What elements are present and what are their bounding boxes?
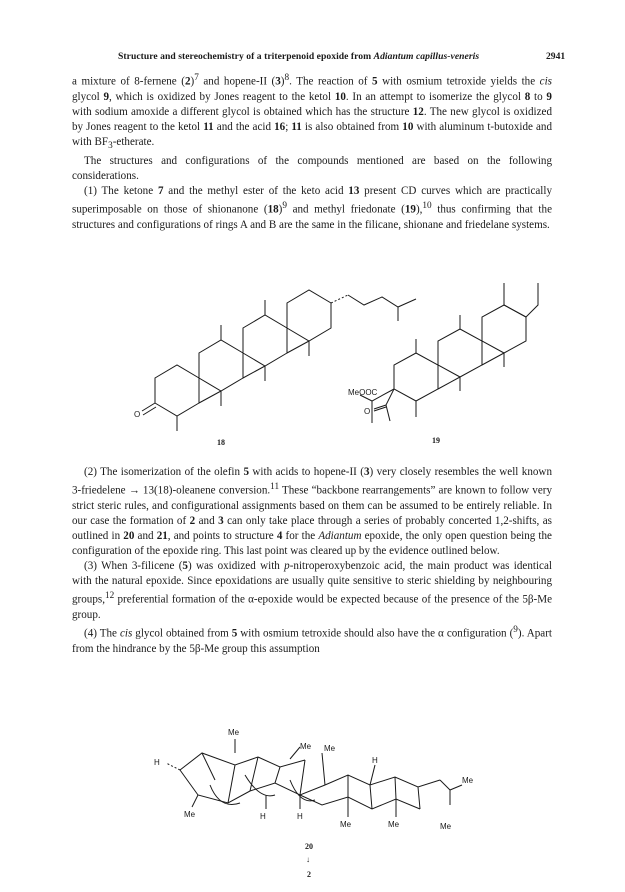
label-me-low-2: Me <box>388 820 400 829</box>
label-me-low-3: Me <box>440 822 452 831</box>
text-block-top <box>72 71 552 233</box>
structure-19-oxygen: O <box>364 407 371 416</box>
structure-19-ester-label: MeOOC <box>348 388 378 397</box>
structure-20-number: 20 <box>305 842 313 851</box>
structure-20 <box>166 739 462 817</box>
running-title: Structure and stereochemistry of a triterpenoid epoxide from Adiantum capillus-veneris <box>118 51 480 62</box>
structures-18-19-figure <box>120 283 540 453</box>
paragraph-point-4: (4) The cis glycol obtained from 5 with osmium tetroxide should also have the α configuration ($^9$). Apart from the hindrance by the 5β-Me group this assumption <box>72 624 552 655</box>
paragraph-point-1: (1) The ketone 7 and the methyl ester of the keto acid 13 present CD curves which are practically superimposable on those of shionanone $(18)^9$ and methyl friedonate (19),$^{10}$ thus confirming that the structures and configurations of rings A and B are the same in the filicane, shionane and friedelane systems. <box>72 185 553 232</box>
structure-2-number: 2 <box>307 870 311 879</box>
paragraph-considerations: The structures and configurations of the compounds mentioned are based on the following considerations. <box>72 155 552 183</box>
text-block-bottom <box>72 465 552 657</box>
label-me-top: Me <box>228 728 240 737</box>
structure-19 <box>360 283 538 423</box>
label-me-far: Me <box>462 776 474 785</box>
paragraph-point-2: (2) The isomerization of the olefin 5 with acids to hopene-II (3) very closely resembles the well known 3-friedelene → 13(18)-oleanene conversion.$^{11}$ These “backbone rearrangements” are known to follow very strict steric rules, and configurational assignments based on them can be assumed to be entirely reliable. In our case the formation of 2 and 3 can only take place through a series of probably concerted 1,2-shifts, as outlined in 20 and 21, and points to structure 4 for the Adiantum epoxide, the only open question being the configuration of the epoxide ring. This last point was cleared up by the evidence outlined below. <box>72 466 553 557</box>
label-h-low-1: H <box>260 812 266 821</box>
page-header <box>0 51 625 65</box>
paragraph-point-3: (3) When 3-filicene (5) was oxidized with p-nitroperoxybenzoic acid, the main product was identical with the natural epoxide. Since epoxidations are usually quite sensitive to steric shielding by neighbouring groups,$^{12}$ preferential formation of the α-epoxide would be expected because of the presence of the 5β-Me group. <box>72 559 552 621</box>
page-number: 2941 <box>546 51 566 62</box>
structure-19-number: 19 <box>432 436 440 445</box>
structure-18-oxygen: O <box>134 410 141 419</box>
structure-18 <box>142 290 416 431</box>
paragraph-reaction: a mixture of 8-fernene $(2)^7$ and hopene-II $(3)^8$. The reaction of 5 with osmium tetroxide yields the cis glycol 9, which is oxidized by Jones reagent to the ketol 10. In an attempt to isomerize the glycol 8 to 9 with sodium amoxide a different glycol is obtained which has the structure 12. The new glycol is oxidized by Jones reagent to the ketol 11 and the acid 16; 11 is also obtained from 10 with aluminum t-butoxide and with $BF_3$-etherate. <box>72 73 553 152</box>
reaction-arrow: ↓ <box>306 855 310 864</box>
label-h-left: H <box>154 758 160 767</box>
structure-20-figure <box>140 725 480 885</box>
structure-18-number: 18 <box>217 438 225 447</box>
label-me-left: Me <box>184 810 196 819</box>
label-me-right: Me <box>324 744 336 753</box>
label-h-low-2: H <box>297 812 303 821</box>
label-me-mid: Me <box>300 742 312 751</box>
label-h-right: H <box>372 756 378 765</box>
label-me-low-1: Me <box>340 820 352 829</box>
